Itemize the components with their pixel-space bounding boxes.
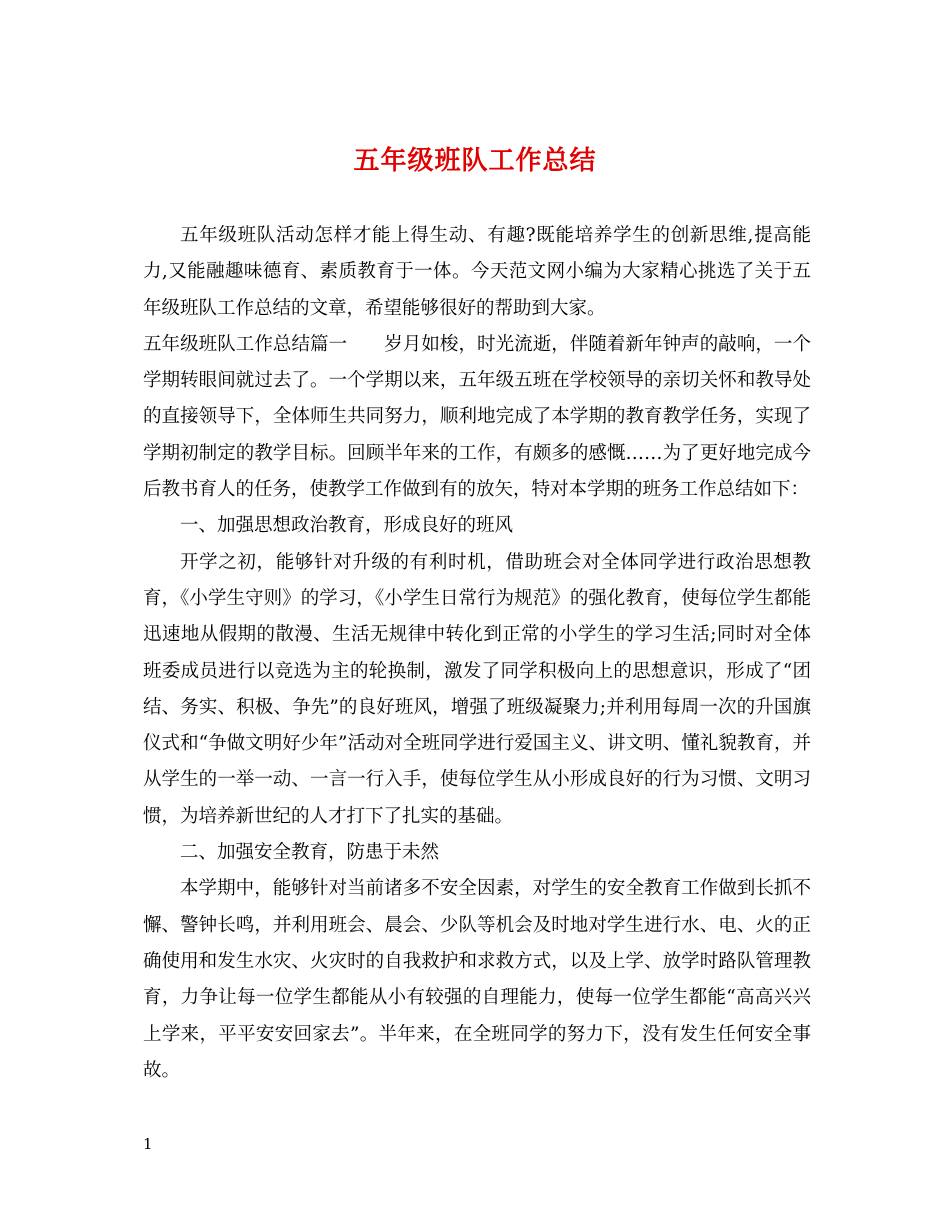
section-heading-2: 二、加强安全教育，防患于未然 <box>180 842 440 864</box>
intro-paragraph: 五年级班队活动怎样才能上得生动、有趣?既能培养学生的创新思维,提高能力,又能融趣味德育、素质教育于一体。今天范文网小编为大家精心挑选了关于五年级班队工作总结的文章，希望能够很好的帮助到大家。 <box>143 225 811 319</box>
section-heading-1: 一、加强思想政治教育，形成良好的班风 <box>180 515 514 537</box>
section-1-paragraph: 开学之初，能够针对升级的有利时机，借助班会对全体同学进行政治思想教育，《小学生守则》的学习，《小学生日常行为规范》的强化教育，使每位学生都能迅速地从假期的散漫、生活无规律中转化到正常的小学生的学习生活;同时对全体班委成员进行以竞选为主的轮换制，激发了同学积极向上的思想意识，形成了“团结、务实、积极、争先”的良好班风，增强了班级凝聚力;并利用每周一次的升国旗仪式和“争做文明好少年”活动对全班同学进行爱国主义、讲文明、懂礼貌教育，并从学生的一举一动、一言一行入手，使每位学生从小形成良好的行为习惯、文明习惯，为培养新世纪的人才打下了扎实的基础。 <box>143 551 811 827</box>
document-body <box>143 218 811 1089</box>
document-title: 五年级班队工作总结 <box>353 146 597 176</box>
page-number: 1 <box>143 1135 153 1153</box>
section-2-paragraph: 本学期中，能够针对当前诸多不安全因素，对学生的安全教育工作做到长抓不懈、警钟长鸣，并利用班会、晨会、少队等机会及时地对学生进行水、电、火的正确使用和发生水灾、火灾时的自我救护和求救方式，以及上学、放学时路队管理教育，力争让每一位学生都能从小有较强的自理能力，使每一位学生都能“高高兴兴上学来，平平安安回家去”。半年来，在全班同学的努力下，没有发生任何安全事故。 <box>143 878 811 1081</box>
article-opening-paragraph: 五年级班队工作总结篇一 岁月如梭，时光流逝，伴随着新年钟声的敲响，一个学期转眼间就过去了。一个学期以来，五年级五班在学校领导的亲切关怀和教导处的直接领导下，全体师生共同努力，顺利地完成了本学期的教育教学任务，实现了学期初制定的教学目标。回顾半年来的工作，有颇多的感慨……为了更好地完成今后教书育人的任务，使教学工作做到有的放矢，特对本学期的班务工作总结如下： <box>143 333 811 501</box>
